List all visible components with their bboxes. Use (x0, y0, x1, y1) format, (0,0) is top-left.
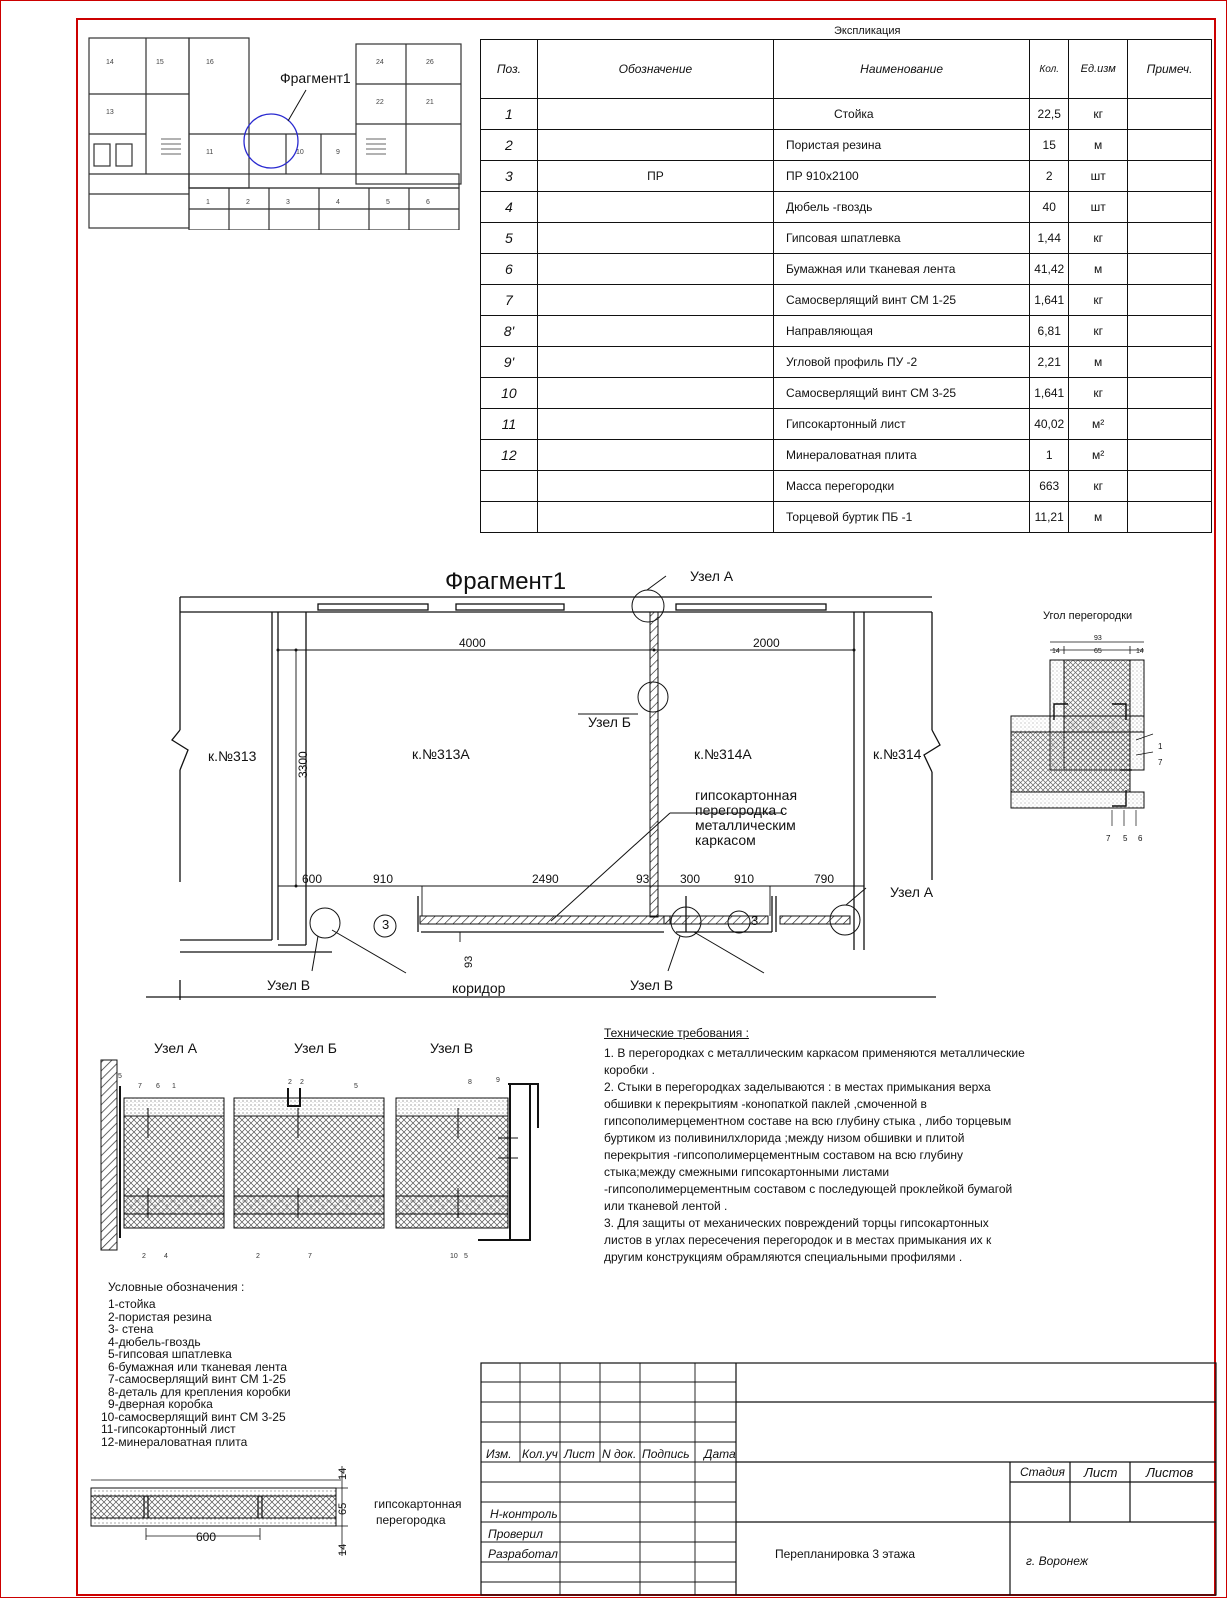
row-designation (537, 409, 773, 440)
svg-text:2: 2 (256, 1253, 260, 1260)
row-qty: 40,02 (1030, 409, 1069, 440)
row-pos (481, 502, 538, 533)
legend-item: 10-самосверлящий винт СМ 3-25 (101, 1409, 286, 1424)
row-unit: м² (1069, 440, 1128, 471)
row-qty: 1,44 (1030, 223, 1069, 254)
row-note (1128, 409, 1212, 440)
stamp-row-checked: Проверил (488, 1527, 543, 1541)
row-pos: 12 (481, 440, 538, 471)
header-unit: Ед.изм (1069, 40, 1128, 99)
title-block (480, 1362, 1217, 1596)
node-b-label: Узел Б (588, 714, 631, 730)
tech-line: 1. В перегородках с металлическим каркасом применяются металлические (604, 1046, 1025, 1060)
stamp-col-doc: N док. (602, 1447, 637, 1461)
svg-text:24: 24 (376, 59, 384, 66)
row-note (1128, 471, 1212, 502)
svg-text:16: 16 (206, 59, 214, 66)
row-note (1128, 254, 1212, 285)
row-pos: 5 (481, 223, 538, 254)
corner-detail (1008, 630, 1178, 850)
row-qty: 1 (1030, 440, 1069, 471)
section-label (374, 1496, 461, 1528)
corner-callout-5: 5 (1123, 834, 1128, 843)
row-designation (537, 440, 773, 471)
row-note (1128, 161, 1212, 192)
table-row (481, 223, 1212, 254)
dim-3300: 3300 (296, 751, 310, 778)
dim-93-vertical: 93 (463, 955, 475, 968)
legend-item: 3- стена (108, 1322, 154, 1336)
legend-item: 12-минераловатная плита (101, 1434, 248, 1449)
row-note (1128, 316, 1212, 347)
stamp-sheet: Лист (1084, 1465, 1118, 1480)
row-unit: м (1069, 130, 1128, 161)
key-plan-label: Фрагмент1 (280, 70, 351, 86)
row-name: Самосверлящий винт СМ 1-25 (774, 285, 1030, 316)
row-name: Торцевой буртик ПБ -1 (774, 502, 1030, 533)
row-designation (537, 223, 773, 254)
row-unit: шт (1069, 192, 1128, 223)
corner-callout-6: 6 (1138, 834, 1143, 843)
row-unit: кг (1069, 223, 1128, 254)
key-plan-highlight (244, 114, 298, 168)
partition-note (695, 788, 797, 848)
row-name: Масса перегородки (774, 471, 1030, 502)
table-row (481, 254, 1212, 285)
explication-header-row (481, 40, 1212, 99)
partition-note-line: гипсокартонная (695, 787, 798, 803)
fragment-title: Фрагмент1 (445, 568, 567, 595)
stamp-row-ncontrol: Н-контроль (490, 1507, 558, 1521)
row-name: Стойка (774, 99, 1030, 130)
node-a-right-label: Узел А (890, 884, 934, 900)
stamp-col-sign: Подпись (642, 1447, 690, 1461)
section-dim-14-bottom: 14 (337, 1543, 349, 1556)
table-row (481, 161, 1212, 192)
legend-item: 9-дверная коробка (108, 1397, 213, 1411)
svg-text:8: 8 (468, 1079, 472, 1086)
row-name: Пористая резина (774, 130, 1030, 161)
svg-text:7: 7 (138, 1083, 142, 1090)
svg-text:10: 10 (296, 149, 304, 156)
row-designation (537, 254, 773, 285)
row-pos: 1 (481, 99, 538, 130)
svg-text:22: 22 (376, 99, 384, 106)
row-unit: м (1069, 254, 1128, 285)
legend-item: 4-дюбель-гвоздь (108, 1334, 201, 1349)
detail-a-title: Узел А (154, 1040, 198, 1056)
svg-text:3: 3 (286, 199, 290, 206)
row-pos: 11 (481, 409, 538, 440)
table-row (481, 316, 1212, 347)
row-pos: 7 (481, 285, 538, 316)
stamp-stage: Стадия (1020, 1465, 1065, 1479)
partition-note-line: каркасом (695, 832, 756, 848)
row-unit: кг (1069, 378, 1128, 409)
row-pos: 10 (481, 378, 538, 409)
tech-line: другим конструкциям обрамляются специальными профилями . (604, 1250, 963, 1264)
corner-dim-b: 65 (1094, 648, 1102, 655)
tech-line: стыка;между смежными гипсокартонными листами (604, 1165, 890, 1179)
partition-note-line: перегородка с (695, 802, 788, 818)
tech-title: Технические требования : (604, 1026, 749, 1040)
table-row (481, 285, 1212, 316)
row-name: ПР 910х2100 (774, 161, 1030, 192)
row-name: Минераловатная плита (774, 440, 1030, 471)
row-note (1128, 502, 1212, 533)
stamp-col-koluch: Кол.уч (522, 1447, 558, 1461)
row-note (1128, 347, 1212, 378)
table-row (481, 502, 1212, 533)
svg-text:4: 4 (336, 199, 340, 206)
table-row (481, 130, 1212, 161)
legend-list (100, 1298, 291, 1448)
svg-text:9: 9 (496, 1077, 500, 1084)
row-note (1128, 440, 1212, 471)
row-name: Угловой профиль ПУ -2 (774, 347, 1030, 378)
node-v-left-label: Узел В (267, 977, 311, 993)
svg-text:1: 1 (206, 199, 210, 206)
row-note (1128, 378, 1212, 409)
row-name: Самосверлящий винт СМ 3-25 (774, 378, 1030, 409)
svg-text:2: 2 (142, 1253, 146, 1260)
corner-callout-7b: 7 (1106, 834, 1111, 843)
row-designation (537, 502, 773, 533)
corner-callout-1: 1 (1158, 742, 1163, 751)
row-designation (537, 347, 773, 378)
table-row (481, 471, 1212, 502)
fragment-plan (146, 560, 966, 1020)
corner-dim-c: 14 (1136, 648, 1144, 655)
header-note: Примеч. (1128, 40, 1212, 99)
row-name: Гипсокартонный лист (774, 409, 1030, 440)
row-note (1128, 223, 1212, 254)
tech-line: буртиком из поливинилхлорида ;между низом обшивки и плитой (604, 1131, 965, 1145)
stamp-sheets: Листов (1146, 1465, 1194, 1480)
dim-2000: 2000 (753, 636, 780, 650)
row-designation (537, 285, 773, 316)
row-pos (481, 471, 538, 502)
svg-text:5: 5 (354, 1083, 358, 1090)
row-qty: 6,81 (1030, 316, 1069, 347)
corner-dim-top: 93 (1094, 635, 1102, 642)
legend-item: 2-пористая резина (108, 1309, 212, 1324)
table-row (481, 409, 1212, 440)
row-unit: кг (1069, 471, 1128, 502)
row-designation (537, 378, 773, 409)
row-note (1128, 192, 1212, 223)
row-qty: 1,641 (1030, 285, 1069, 316)
svg-text:13: 13 (106, 109, 114, 116)
dim-790: 790 (814, 872, 835, 886)
svg-text:5: 5 (386, 199, 390, 206)
detail-v-title: Узел В (430, 1040, 474, 1056)
stamp-col-izm: Изм. (486, 1447, 512, 1461)
tech-body (604, 1045, 1025, 1266)
tech-line: или тканевой лентой . (604, 1199, 728, 1213)
svg-text:6: 6 (156, 1083, 160, 1090)
tech-line: коробки . (604, 1063, 655, 1077)
room-313a: к.№313А (412, 746, 470, 762)
dim-4000: 4000 (459, 636, 486, 650)
legend-title: Условные обозначения : (108, 1280, 245, 1294)
table-row (481, 440, 1212, 471)
svg-text:26: 26 (426, 59, 434, 66)
dim-93: 93 (636, 872, 650, 886)
row-name: Бумажная или тканевая лента (774, 254, 1030, 285)
svg-text:7: 7 (308, 1253, 312, 1260)
row-name: Направляющая (774, 316, 1030, 347)
dim-2490: 2490 (532, 872, 559, 886)
dim-600: 600 (302, 872, 323, 886)
node-v-right-label: Узел В (630, 977, 674, 993)
table-row (481, 192, 1212, 223)
door-tag-left: 3 (382, 917, 390, 932)
corner-title: Угол перегородки (1043, 610, 1133, 622)
tech-line: -гипсополимерцементным составом с последующей проклейкой бумагой (604, 1182, 1013, 1196)
section-dim-65: 65 (337, 1502, 349, 1515)
table-row (481, 347, 1212, 378)
row-designation (537, 99, 773, 130)
row-designation (537, 316, 773, 347)
tech-line: листов в углах пересечения перегородок и в местах примыкания их к (604, 1233, 992, 1247)
svg-text:9: 9 (336, 149, 340, 156)
header-pos: Поз. (481, 40, 538, 99)
legend-item: 1-стойка (108, 1297, 156, 1311)
row-designation (537, 130, 773, 161)
svg-text:14: 14 (106, 59, 114, 66)
legend-item: 11-гипсокартонный лист (101, 1422, 236, 1436)
svg-text:5: 5 (118, 1073, 122, 1080)
node-details (98, 1048, 568, 1268)
row-unit: м² (1069, 409, 1128, 440)
corner-dim-a: 14 (1052, 648, 1060, 655)
svg-text:21: 21 (426, 99, 434, 106)
row-unit: кг (1069, 316, 1128, 347)
section-dim-600: 600 (196, 1530, 217, 1544)
explication-table (480, 39, 1212, 533)
section-label-line: гипсокартонная (374, 1497, 462, 1511)
header-designation: Обозначение (537, 40, 773, 99)
room-313: к.№313 (208, 748, 257, 764)
row-qty: 663 (1030, 471, 1069, 502)
row-qty: 2 (1030, 161, 1069, 192)
row-unit: кг (1069, 285, 1128, 316)
row-pos: 3 (481, 161, 538, 192)
row-unit: м (1069, 502, 1128, 533)
row-pos: 9' (481, 347, 538, 378)
corner-callout-7: 7 (1158, 758, 1163, 767)
legend-item: 5-гипсовая шпатлевка (108, 1347, 232, 1361)
row-designation: ПР (537, 161, 773, 192)
row-qty: 11,21 (1030, 502, 1069, 533)
tech-line: 3. Для защиты от механических повреждений торцы гипсокартонных (604, 1216, 989, 1230)
node-a-top-label: Узел А (690, 568, 734, 584)
stamp-col-list: Лист (564, 1447, 595, 1461)
svg-text:4: 4 (164, 1253, 168, 1260)
room-314: к.№314 (873, 746, 922, 762)
row-note (1128, 285, 1212, 316)
row-unit: м (1069, 347, 1128, 378)
section-dim-14-top: 14 (337, 1467, 349, 1480)
partition-section (86, 1466, 356, 1556)
header-qty: Кол. (1030, 40, 1069, 99)
row-qty: 15 (1030, 130, 1069, 161)
row-qty: 41,42 (1030, 254, 1069, 285)
dim-910-right: 910 (734, 872, 755, 886)
tech-line: обшивки к перекрытиям -конопаткой паклей ,смоченной в (604, 1097, 927, 1111)
row-note (1128, 130, 1212, 161)
svg-text:2: 2 (288, 1079, 292, 1086)
stamp-row-developed: Разработал (488, 1547, 558, 1561)
stamp-title: Перепланировка 3 этажа (775, 1547, 915, 1561)
dim-300: 300 (680, 872, 701, 886)
legend-item: 6-бумажная или тканевая лента (108, 1359, 288, 1374)
detail-b-title: Узел Б (294, 1040, 337, 1056)
dim-910-left: 910 (373, 872, 394, 886)
row-qty: 40 (1030, 192, 1069, 223)
room-314a: к.№314А (694, 746, 752, 762)
row-unit: шт (1069, 161, 1128, 192)
svg-text:1: 1 (172, 1083, 176, 1090)
stamp-city: г. Воронеж (1026, 1554, 1089, 1568)
tech-line: гипсополимерцементном составе на всю глубину стыка , либо торцевым (604, 1114, 1012, 1128)
legend-item: 8-деталь для крепления коробки (108, 1384, 291, 1399)
row-name: Дюбель -гвоздь (774, 192, 1030, 223)
svg-text:10: 10 (450, 1253, 458, 1260)
table-row (481, 99, 1212, 130)
section-label-line: перегородка (376, 1513, 446, 1527)
stamp-col-date: Дата (704, 1447, 736, 1461)
row-pos: 6 (481, 254, 538, 285)
table-row (481, 378, 1212, 409)
tech-line: 2. Стыки в перегородках заделываются : в местах примыкания верха (604, 1080, 991, 1094)
row-name: Гипсовая шпатлевка (774, 223, 1030, 254)
door-tag-right: 3 (751, 913, 759, 928)
explication-title: Экспликация (834, 25, 901, 37)
key-plan (86, 34, 471, 230)
row-qty: 1,641 (1030, 378, 1069, 409)
svg-text:11: 11 (206, 149, 214, 156)
row-designation (537, 192, 773, 223)
svg-text:15: 15 (156, 59, 164, 66)
partition-note-line: металлическим (695, 817, 796, 833)
svg-text:5: 5 (464, 1253, 468, 1260)
row-pos: 2 (481, 130, 538, 161)
svg-text:6: 6 (426, 199, 430, 206)
row-pos: 8' (481, 316, 538, 347)
legend-item: 7-самосверлящий винт СМ 1-25 (108, 1372, 286, 1386)
tech-line: перекрытия -гипсополимерцементным составом на всю глубину (604, 1148, 963, 1162)
row-qty: 2,21 (1030, 347, 1069, 378)
row-note (1128, 99, 1212, 130)
header-name: Наименование (774, 40, 1030, 99)
svg-text:2: 2 (300, 1079, 304, 1086)
row-qty: 22,5 (1030, 99, 1069, 130)
corridor-label: коридор (452, 980, 506, 996)
row-pos: 4 (481, 192, 538, 223)
row-designation (537, 471, 773, 502)
svg-text:2: 2 (246, 199, 250, 206)
row-unit: кг (1069, 99, 1128, 130)
